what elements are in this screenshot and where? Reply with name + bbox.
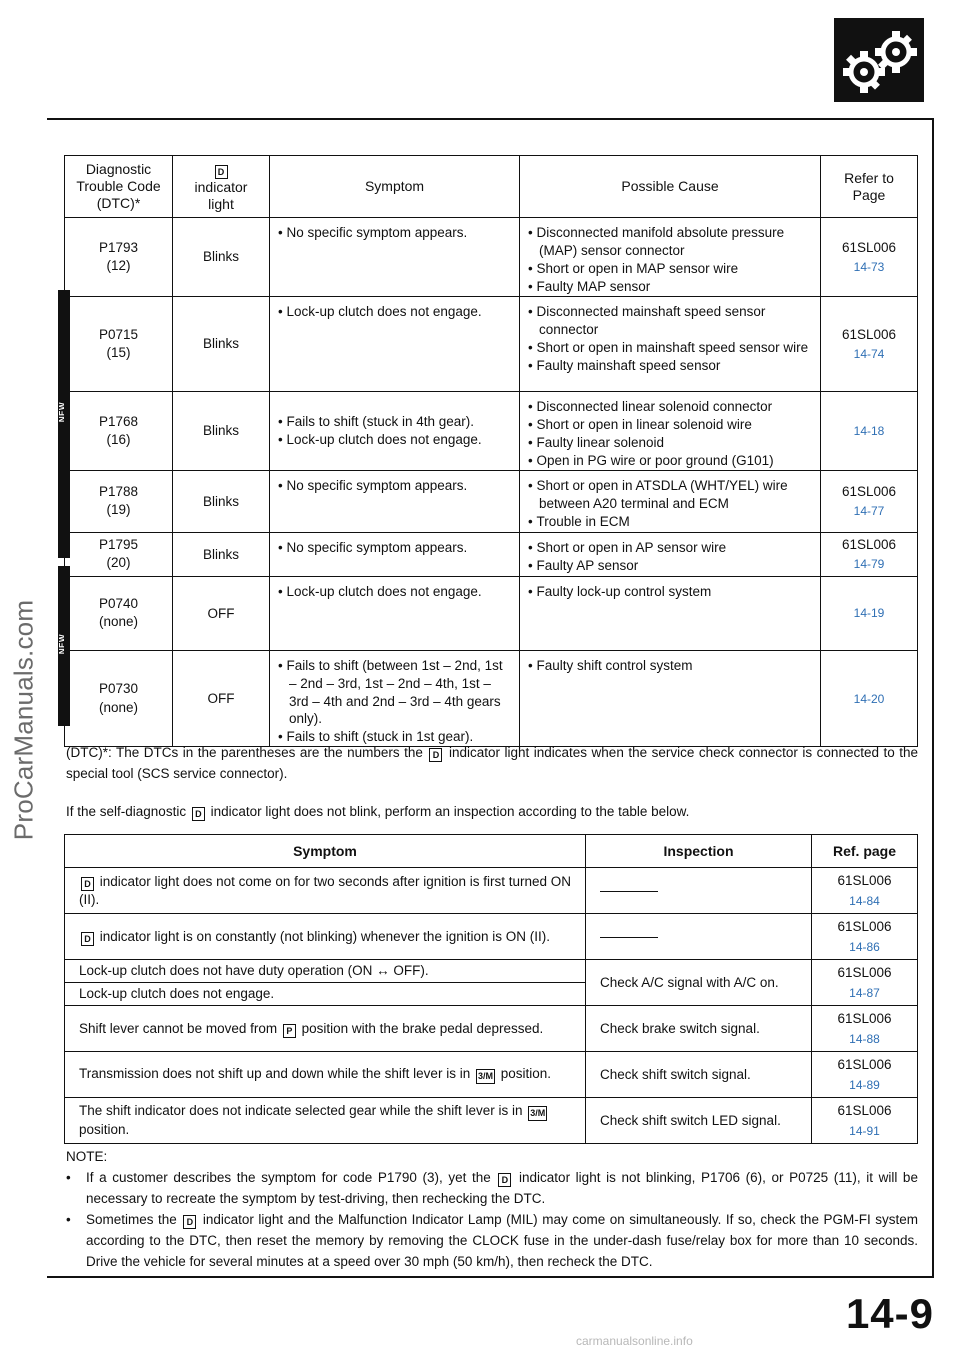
indicator-state: Blinks <box>173 296 270 391</box>
symptom-cell: • Fails to shift (stuck in 4th gear). • Lock-up clutch does not engage. <box>270 391 520 470</box>
cause-cell: • Disconnected mainshaft speed sensor connector • Short or open in mainshaft speed sensor wire • Faulty mainshaft speed sensor <box>520 296 821 391</box>
symptom-cell: Lock-up clutch does not engage. <box>65 983 586 1006</box>
cause-cell: • Faulty shift control system <box>520 650 821 747</box>
page-link[interactable]: 14-91 <box>849 1123 880 1138</box>
ref-cell: 61SL006 14-74 <box>821 296 918 391</box>
dtc-table <box>64 155 918 747</box>
dtc-code: P0740 (none) <box>65 576 173 650</box>
indicator-state: Blinks <box>173 470 270 532</box>
note-item: • Sometimes the D indicator light and the Malfunction Indicator Lamp (MIL) may come on simultaneously. If so, check the PGM-FI system according to the DTC, then reset the memory by removing the CLOCK fuse in the under-dash fuse/relay box for more than 10 seconds. Drive the vehicle for several minutes at a speed over 30 mph (50 km/h), then recheck the DTC. <box>66 1209 918 1272</box>
table-row <box>65 868 918 914</box>
d-indicator-icon: D <box>81 932 94 946</box>
watermark: ProCarManuals.com <box>8 599 39 841</box>
page-number: 14-9 <box>845 1290 934 1337</box>
d-indicator-icon: D <box>429 748 442 762</box>
page-link[interactable]: 14-79 <box>853 557 885 572</box>
note-item: • If a customer describes the symptom for code P1790 (3), yet the D indicator light is not blinking, P1706 (6), or P0725 (11), it will be necessary to recreate the symptom by test-driving, then rechecking the DTC. <box>66 1167 918 1209</box>
dtc-footnote: (DTC)*: The DTCs in the parentheses are the numbers the D indicator light indicates when the service check connector is connected to the special tool (SCS service connector). <box>66 745 919 781</box>
3m-position-icon: 3/M <box>528 1106 547 1121</box>
page-link[interactable]: 14-86 <box>849 939 880 954</box>
table-row <box>65 576 918 650</box>
inspection-cell: Check A/C signal with A/C on. <box>586 960 812 1006</box>
header-symptom: Symptom <box>65 835 586 868</box>
d-indicator-icon: D <box>192 807 205 821</box>
indicator-state: OFF <box>173 650 270 747</box>
dtc-code: P1795 (20) <box>65 532 173 576</box>
ref-cell: 61SL006 14-89 <box>812 1052 918 1098</box>
dtc-code: P0715 (15) <box>65 296 173 391</box>
dtc-code: P1793 (12) <box>65 218 173 297</box>
indicator-state: Blinks <box>173 218 270 297</box>
page-link[interactable]: 14-89 <box>849 1077 880 1092</box>
ref-cell: 61SL006 14-88 <box>812 1006 918 1052</box>
symptom-cell: Transmission does not shift up and down while the shift lever is in 3/M position. <box>65 1052 586 1098</box>
symptom-cell: The shift indicator does not indicate selected gear while the shift lever is in 3/M position. <box>65 1098 586 1144</box>
ref-cell: 61SL006 14-91 <box>812 1098 918 1144</box>
page-link[interactable]: 14-20 <box>853 691 885 706</box>
symptom-cell: • Fails to shift (between 1st – 2nd, 1st – 2nd – 3rd, 1st – 2nd – 4th, 1st – 3rd – 4th and 2nd – 3rd – 4th gears only). • Fails to shift (stuck in 1st gear). <box>270 650 520 747</box>
inspection-cell: Check shift switch signal. <box>586 1052 812 1098</box>
cause-cell: • Disconnected manifold absolute pressure (MAP) sensor connector • Short or open in MAP sensor wire • Faulty MAP sensor <box>520 218 821 297</box>
inspection-table <box>64 834 918 1144</box>
ref-cell: 61SL006 14-79 <box>821 532 918 576</box>
indicator-state: OFF <box>173 576 270 650</box>
ref-cell: 61SL006 14-87 <box>812 960 918 1006</box>
table-row <box>65 914 918 960</box>
inspection-cell <box>586 868 812 914</box>
symptom-cell: • Lock-up clutch does not engage. <box>270 576 520 650</box>
page-link[interactable]: 14-19 <box>853 606 885 621</box>
d-indicator-icon: D <box>215 165 228 179</box>
page-link[interactable]: 14-77 <box>853 504 885 519</box>
header-symptom: Symptom <box>270 156 520 218</box>
cause-cell: • Disconnected linear solenoid connector • Short or open in linear solenoid wire • Faulty linear solenoid • Open in PG wire or poor ground (G101) <box>520 391 821 470</box>
ref-cell: 61SL006 14-73 <box>821 218 918 297</box>
ref-cell: 61SL006 14-86 <box>812 914 918 960</box>
table-row <box>65 296 918 391</box>
inspection-cell: Check shift switch LED signal. <box>586 1098 812 1144</box>
symptom-cell: Lock-up clutch does not have duty operation (ON ↔ OFF). <box>65 960 586 983</box>
table-row <box>65 650 918 747</box>
header-indicator: D indicator light <box>173 156 270 218</box>
footer-site: carmanualsonline.info <box>576 1334 693 1348</box>
table-row <box>65 960 918 983</box>
table-row <box>65 1052 918 1098</box>
intro-text: If the self-diagnostic D indicator light does not blink, perform an inspection according to the table below. <box>66 804 690 819</box>
table-row <box>65 470 918 532</box>
symptom-cell: • No specific symptom appears. <box>270 470 520 532</box>
dtc-code: P1768 (16) <box>65 391 173 470</box>
symptom-cell: D indicator light is on constantly (not blinking) whenever the ignition is ON (II). <box>65 914 586 960</box>
ref-cell: 61SL006 14-84 <box>812 868 918 914</box>
d-indicator-icon: D <box>183 1215 196 1229</box>
dtc-header-row <box>65 156 918 218</box>
header-ref-page: Ref. page <box>812 835 918 868</box>
header-dtc: Diagnostic Trouble Code (DTC)* <box>65 156 173 218</box>
ref-cell: 61SL006 14-77 <box>821 470 918 532</box>
page-link[interactable]: 14-18 <box>853 423 885 438</box>
page-link[interactable]: 14-88 <box>849 1031 880 1046</box>
inspection-header-row <box>65 835 918 868</box>
page-link[interactable]: 14-74 <box>853 346 885 361</box>
3m-position-icon: 3/M <box>476 1069 495 1084</box>
indicator-state: Blinks <box>173 391 270 470</box>
transmission-gear-icon <box>834 18 924 102</box>
header-inspection: Inspection <box>586 835 812 868</box>
page-link[interactable]: 14-87 <box>849 985 880 1000</box>
cause-cell: • Short or open in AP sensor wire • Faulty AP sensor <box>520 532 821 576</box>
dash-line <box>600 891 658 892</box>
note-section <box>66 1146 918 1272</box>
symptom-cell: • No specific symptom appears. <box>270 532 520 576</box>
cause-cell: • Faulty lock-up control system <box>520 576 821 650</box>
inspection-cell <box>586 914 812 960</box>
p-position-icon: P <box>283 1024 296 1038</box>
page-link[interactable]: 14-84 <box>849 893 880 908</box>
d-indicator-icon: D <box>498 1173 511 1187</box>
symptom-cell: • No specific symptom appears. <box>270 218 520 297</box>
table-row <box>65 532 918 576</box>
d-indicator-icon: D <box>81 877 94 891</box>
symptom-cell: Shift lever cannot be moved from P position with the brake pedal depressed. <box>65 1006 586 1052</box>
ref-cell <box>821 650 918 747</box>
table-row <box>65 218 918 297</box>
note-title: NOTE: <box>66 1149 108 1164</box>
header-ref: Refer to Page <box>821 156 918 218</box>
table-row <box>65 391 918 470</box>
page-link[interactable]: 14-73 <box>853 260 885 275</box>
symptom-cell: • Lock-up clutch does not engage. <box>270 296 520 391</box>
indicator-state: Blinks <box>173 532 270 576</box>
ref-cell <box>821 576 918 650</box>
cause-cell: • Short or open in ATSDLA (WHT/YEL) wire between A20 terminal and ECM • Trouble in ECM <box>520 470 821 532</box>
ref-cell <box>821 391 918 470</box>
dtc-code: P1788 (19) <box>65 470 173 532</box>
new-tag: NEW <box>58 634 67 655</box>
inspection-cell: Check brake switch signal. <box>586 1006 812 1052</box>
dtc-code: P0730 (none) <box>65 650 173 747</box>
symptom-cell: D indicator light does not come on for two seconds after ignition is first turned ON (II). <box>65 868 586 914</box>
table-row <box>65 1098 918 1144</box>
header-cause: Possible Cause <box>520 156 821 218</box>
table-row <box>65 1006 918 1052</box>
new-tag: NEW <box>58 402 67 423</box>
dash-line <box>600 937 658 938</box>
